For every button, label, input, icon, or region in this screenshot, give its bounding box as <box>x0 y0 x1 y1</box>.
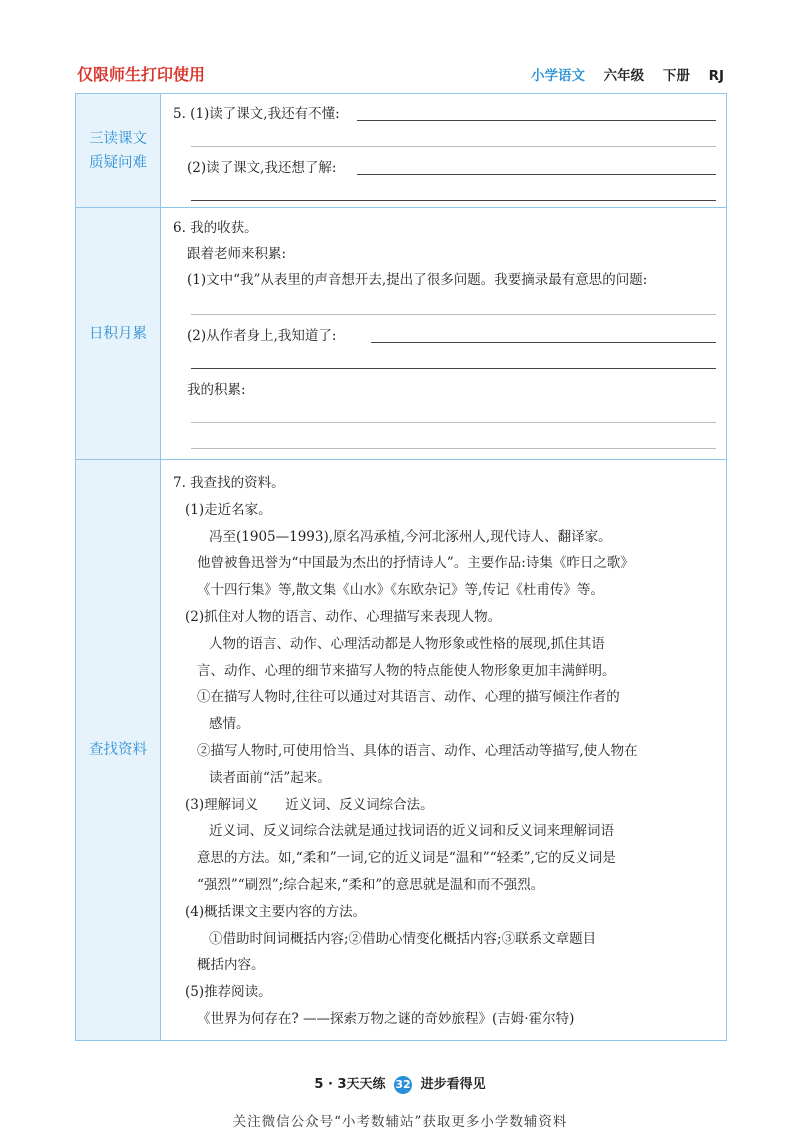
resource-line: (4)概括课文主要内容的方法。 <box>185 903 367 920</box>
book-info <box>531 64 724 84</box>
resource-line: (3)理解词义 近义词、反义词综合法。 <box>185 796 434 813</box>
question-6-2: (2)从作者身上,我知道了: <box>187 328 337 344</box>
page-footer <box>0 1073 800 1094</box>
question-6-title: 6. 我的收获。 <box>173 220 258 236</box>
section-accumulation <box>76 208 726 460</box>
answer-line[interactable] <box>371 342 716 343</box>
resource-line: 读者面前“活”起来。 <box>209 769 331 786</box>
resource-line: 7. 我查找的资料。 <box>173 475 285 491</box>
section-label-line1: 三读课文 <box>89 130 147 147</box>
resource-line: 感情。 <box>209 716 250 733</box>
section-label-question <box>76 94 161 207</box>
page-number-badge: 32 <box>394 1076 412 1094</box>
section-label-accumulation: 日积月累 <box>76 208 161 459</box>
term-label: 下册 <box>662 68 690 84</box>
answer-line[interactable] <box>357 174 716 175</box>
resource-line: ②描写人物时,可使用恰当、具体的语言、动作、心理活动等描写,使人物在 <box>197 742 638 759</box>
resource-line: (1)走近名家。 <box>185 501 272 518</box>
question-5-2: (2)读了课文,我还想了解: <box>187 160 337 176</box>
resource-line: ①借助时间词概括内容;②借助心情变化概括内容;③联系文章题目 <box>209 930 597 947</box>
section-body-question <box>161 94 726 207</box>
resource-line: 冯至(1905—1993),原名冯承植,今河北涿州人,现代诗人、翻译家。 <box>209 528 612 545</box>
answer-line[interactable] <box>191 146 716 147</box>
resource-line: 《世界为何存在? ——探索万物之谜的奇妙旅程》(吉姆·霍尔特) <box>197 1010 575 1027</box>
watermark-text: 关注微信公众号“小考数辅站”获取更多小学数辅资料 <box>232 1114 568 1130</box>
question-6-1: (1)文中“我”从表里的声音想开去,提出了很多问题。我要摘录最有意思的问题: <box>187 272 648 288</box>
answer-line[interactable] <box>191 200 716 201</box>
resource-line: (2)抓住对人物的语言、动作、心理描写来表现人物。 <box>185 608 502 625</box>
question-6-intro: 跟着老师来积累: <box>187 246 287 262</box>
resource-line: 《十四行集》等,散文集《山水》《东欧杂记》等,传记《杜甫传》等。 <box>197 582 604 599</box>
section-resources <box>76 460 726 1040</box>
section-label-line2: 质疑问难 <box>89 154 147 171</box>
resource-line: 概括内容。 <box>197 957 265 974</box>
answer-line[interactable] <box>191 448 716 449</box>
section-body-resources <box>161 460 726 1040</box>
resource-line: 人物的语言、动作、心理活动都是人物形象或性格的展现,抓住其语 <box>209 635 605 652</box>
resource-line: 言、动作、心理的细节来描写人物的特点能使人物形象更加丰满鲜明。 <box>197 662 616 679</box>
print-notice: 仅限师生打印使用 <box>77 65 206 84</box>
resource-line: “强烈”“刷烈”;综合起来,“柔和”的意思就是温和而不强烈。 <box>197 876 545 893</box>
resources-text <box>173 470 721 1033</box>
section-label-resources: 查找资料 <box>76 460 161 1040</box>
answer-line[interactable] <box>357 120 716 121</box>
resource-line: ①在描写人物时,往往可以通过对其语言、动作、心理的描写倾注作者的 <box>197 689 620 706</box>
question-6-3: 我的积累: <box>187 382 246 398</box>
footer-slogan: 进步看得见 <box>420 1077 486 1092</box>
answer-line[interactable] <box>191 314 716 315</box>
resource-line: 他曾被鲁迅誉为“中国最为杰出的抒情诗人”。主要作品:诗集《昨日之歌》 <box>197 555 634 572</box>
edition-label: RJ <box>708 68 724 84</box>
question-5-1: 5. (1)读了课文,我还有不懂: <box>173 106 340 122</box>
resource-line: 意思的方法。如,“柔和”一词,它的近义词是“温和”“轻柔”,它的反义词是 <box>197 850 616 867</box>
worksheet-table <box>75 93 727 1041</box>
section-body-accumulation <box>161 208 726 459</box>
subject-label: 小学语文 <box>530 68 585 84</box>
resource-line: (5)推荐阅读。 <box>185 984 272 1001</box>
resource-line: 近义词、反义词综合法就是通过找词语的近义词和反义词来理解词语 <box>209 823 614 840</box>
section-question-reading <box>76 94 726 208</box>
grade-label: 六年级 <box>603 68 645 84</box>
footer-brand: 5 · 3天天练 <box>314 1077 386 1092</box>
answer-line[interactable] <box>191 422 716 423</box>
answer-line[interactable] <box>191 368 716 369</box>
